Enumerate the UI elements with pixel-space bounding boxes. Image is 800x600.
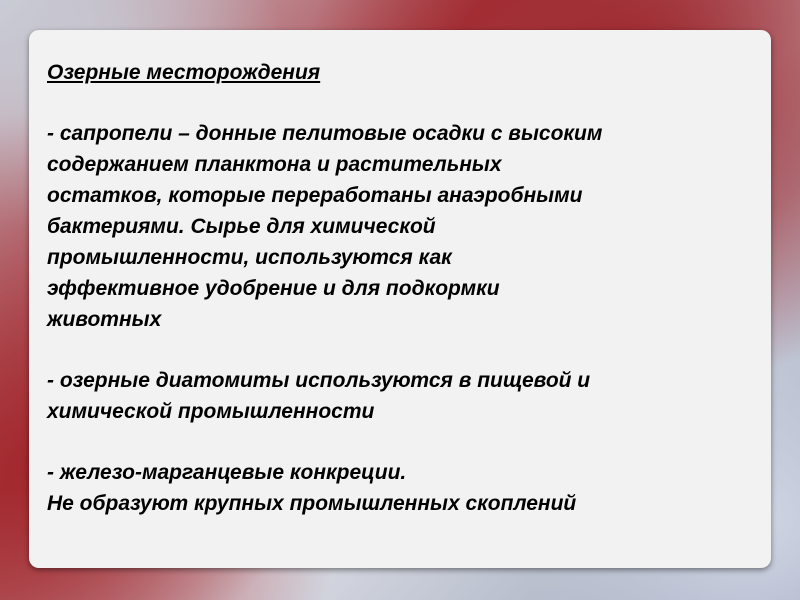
text-line: бактериями. Сырье для химической [47, 215, 436, 238]
text-line: химической промышленности [47, 400, 375, 423]
paragraph-concretions [47, 457, 751, 519]
text-line: промышленности, используются как [47, 246, 452, 269]
slide-content-panel [29, 30, 771, 568]
text-line: эффективное удобрение и для подкормки [47, 277, 500, 300]
text-line: Не образуют крупных промышленных скоплений [47, 492, 577, 515]
text-line: - озерные диатомиты используются в пищевой и [47, 369, 591, 392]
text-line: остатков, которые переработаны анаэробными [47, 184, 583, 207]
slide-heading: Озерные месторождения [47, 61, 321, 84]
paragraph-diatomite [47, 365, 751, 427]
text-line: содержанием планктона и растительных [47, 153, 502, 176]
text-line: - железо-марганцевые конкреции. [47, 461, 407, 484]
text-line: - сапропели – донные пелитовые осадки с высоким [47, 122, 603, 145]
text-line: животных [47, 308, 162, 331]
paragraph-sapropel [47, 118, 751, 335]
